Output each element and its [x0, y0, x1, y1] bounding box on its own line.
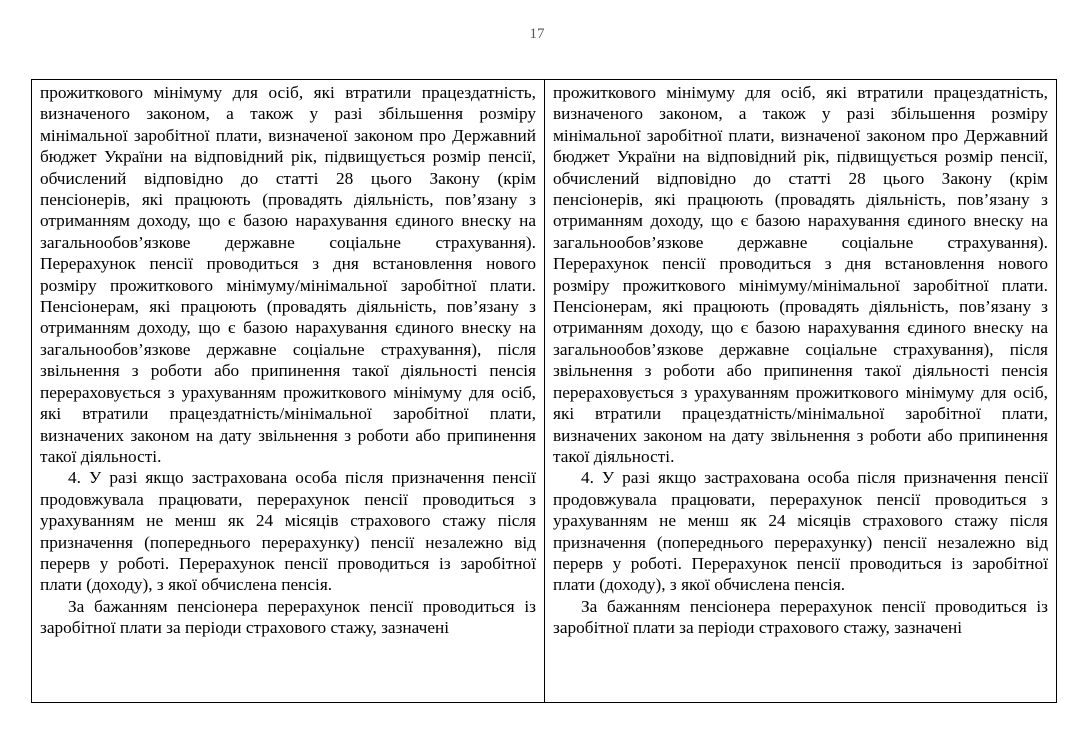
paragraph-item-4: 4. У разі якщо застрахована особа після призначення пенсії продовжувала працювати, перерахунок пенсії проводиться з урахуванням не менш як 24 місяців страхового стажу після призначення (попереднього перерахунку) пенсії незалежно від перерв у роботі. Перерахунок пенсії проводиться із заробітної плати (доходу), з якої обчислена пенсія.: [553, 468, 1048, 595]
table-column-left: [32, 80, 544, 702]
paragraph-pensioner-request: За бажанням пенсіонера перерахунок пенсії проводиться із заробітної плати за періоди страхового стажу, зазначені: [40, 596, 536, 638]
comparison-table: [31, 79, 1057, 703]
paragraph-item-4: 4. У разі якщо застрахована особа після призначення пенсії продовжувала працювати, перерахунок пенсії проводиться з урахуванням не менш як 24 місяців страхового стажу після призначення (попереднього перерахунку) пенсії незалежно від перерв у роботі. Перерахунок пенсії проводиться із заробітної плати (доходу), з якої обчислена пенсія.: [40, 468, 536, 595]
table-column-right: [544, 80, 1056, 702]
paragraph-continuation: прожиткового мінімуму для осіб, які втратили працездатність, визначеного законом, а також у разі збільшення розміру мінімальної заробітної плати, визначеної законом про Державний бюджет України на відповідний рік, підвищується розмір пенсії, обчислений відповідно до статті 28 цього Закону (крім пенсіонерів, які працюють (провадять діяльність, пов’язану з отриманням доходу, що є базою нарахування єдиного внеску на загальнообов’язкове державне соціальне страхування). Перерахунок пенсії проводиться з дня встановлення нового розміру прожиткового мінімуму/мінімальної заробітної плати. Пенсіонерам, які працюють (провадять діяльність, пов’язану з отриманням доходу, що є базою нарахування єдиного внеску на загальнообов’язкове державне соціальне страхування), після звільнення з роботи або припинення такої діяльності пенсія перераховується з урахуванням прожиткового мінімуму для осіб, які втратили працездатність/мінімальної заробітної плати, визначених законом на дату звільнення з роботи або припинення такої діяльності.: [553, 83, 1048, 466]
page-number: 17: [529, 26, 545, 42]
paragraph-pensioner-request: За бажанням пенсіонера перерахунок пенсії проводиться із заробітної плати за періоди страхового стажу, зазначені: [553, 596, 1048, 638]
paragraph-continuation: прожиткового мінімуму для осіб, які втратили працездатність, визначеного законом, а також у разі збільшення розміру мінімальної заробітної плати, визначеної законом про Державний бюджет України на відповідний рік, підвищується розмір пенсії, обчислений відповідно до статті 28 цього Закону (крім пенсіонерів, які працюють (провадять діяльність, пов’язану з отриманням доходу, що є базою нарахування єдиного внеску на загальнообов’язкове державне соціальне страхування). Перерахунок пенсії проводиться з дня встановлення нового розміру прожиткового мінімуму/мінімальної заробітної плати. Пенсіонерам, які працюють (провадять діяльність, пов’язану з отриманням доходу, що є базою нарахування єдиного внеску на загальнообов’язкове державне соціальне страхування), після звільнення з роботи або припинення такої діяльності пенсія перераховується з урахуванням прожиткового мінімуму для осіб, які втратили працездатність/мінімальної заробітної плати, визначених законом на дату звільнення з роботи або припинення такої діяльності.: [40, 83, 536, 466]
